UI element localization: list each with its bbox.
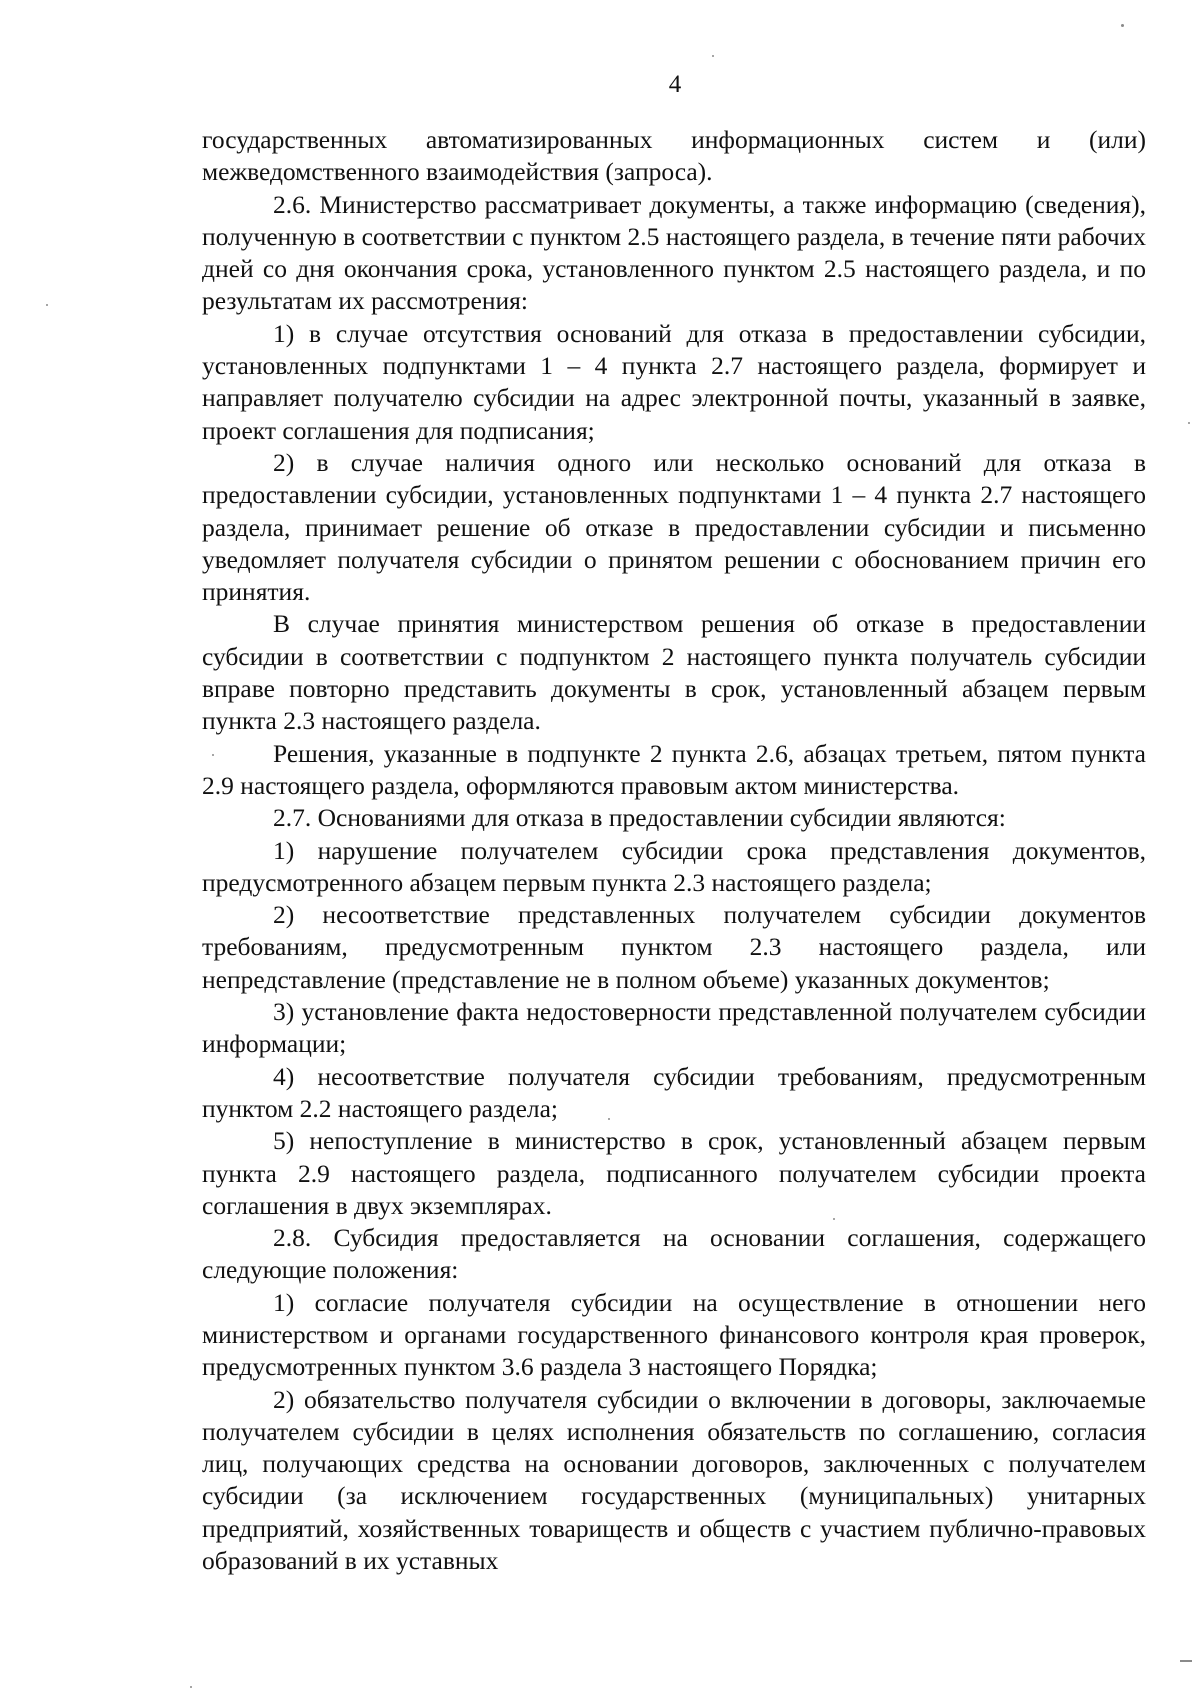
scan-speck — [46, 304, 48, 306]
paragraph-2-8-item-1: 1) согласие получателя субсидии на осуществление в отношении него министерством и органами государственного финансового контроля края проверок, предусмотренных пунктом 3.6 раздела 3 настоящего Порядка; — [202, 1287, 1146, 1382]
scan-speck — [712, 55, 714, 57]
paragraph-2-8-item-2: 2) обязательство получателя субсидии о включении в договоры, заключаемые получателем субсидии в целях исполнения обязательств по соглашению, согласия лиц, получающих средства на основании договоров, заключенных с получателем субсидии (за исключением государственных (муниципальных) унитарных предприятий, хозяйственных товариществ и обществ с участием публично-правовых образований в их уставных — [202, 1384, 1146, 1576]
paragraph-refusal-resubmission: В случае принятия министерством решения об отказе в предоставлении субсидии в соответствии с подпунктом 2 настоящего пункта получатель субсидии вправе повторно представить документы в срок, установленный абзацем первым пункта 2.3 настоящего раздела. — [202, 609, 1146, 736]
paragraph-2-6-item-2: 2) в случае наличия одного или несколько оснований для отказа в предоставлении субсидии, установленных подпунктами 1 – 4 пункта 2.7 настоящего раздела, принимает решение об отказе в предоставлении субсидии и письменно уведомляет получателя субсидии о принятом решении с обоснованием причин его принятия. — [202, 447, 1146, 607]
paragraph-continuation: государственных автоматизированных информационных систем и (или) межведомственного взаимодействия (запроса). — [202, 125, 1146, 187]
paragraph-2-7-item-2: 2) несоответствие представленных получателем субсидии документов требованиям, предусмотренным пунктом 2.3 настоящего раздела, или непредставление (представление не в полном объеме) указанных документов; — [202, 900, 1146, 994]
paragraph-2-7-item-3: 3) установление факта недостоверности представленной получателем субсидии информации; — [202, 997, 1146, 1059]
paragraph-2-6: 2.6. Министерство рассматривает документы, а также информацию (сведения), полученную в соответствии с пунктом 2.5 настоящего раздела, в течение пяти рабочих дней со дня окончания срока, установленного пунктом 2.5 настоящего раздела, и по результатам их рассмотрения: — [202, 189, 1146, 316]
page-number: 4 — [668, 71, 682, 98]
scan-speck — [833, 1218, 835, 1220]
scan-speck — [1121, 24, 1124, 27]
scan-speck — [212, 754, 214, 756]
document-body — [202, 124, 1146, 1577]
paragraph-2-7-item-1: 1) нарушение получателем субсидии срока представления документов, предусмотренного абзацем первым пункта 2.3 настоящего раздела; — [202, 835, 1146, 897]
scan-speck — [1188, 422, 1190, 424]
paragraph-2-6-item-1: 1) в случае отсутствия оснований для отказа в предоставлении субсидии, установленных подпунктами 1 – 4 пункта 2.7 настоящего раздела, формирует и направляет получателю субсидии на адрес электронной почты, указанный в заявке, проект соглашения для подписания; — [202, 318, 1146, 445]
paragraph-2-7-item-5: 5) непоступление в министерство в срок, установленный абзацем первым пункта 2.9 настоящего раздела, подписанного получателем субсидии проекта соглашения в двух экземплярах. — [202, 1126, 1146, 1220]
scan-speck — [1180, 1660, 1192, 1662]
scan-speck — [190, 1686, 192, 1688]
paragraph-decisions: Решения, указанные в подпункте 2 пункта 2.6, абзацах третьем, пятом пункта 2.9 настоящего раздела, оформляются правовым актом министерства. — [202, 738, 1146, 800]
paragraph-2-7-item-4: 4) несоответствие получателя субсидии требованиям, предусмотренным пунктом 2.2 настоящего раздела; — [202, 1061, 1146, 1123]
paragraph-2-8: 2.8. Субсидия предоставляется на основании соглашения, содержащего следующие положения: — [202, 1223, 1146, 1285]
paragraph-2-7: 2.7. Основаниями для отказа в предоставлении субсидии являются: — [273, 803, 1006, 833]
scan-speck — [608, 1118, 610, 1120]
